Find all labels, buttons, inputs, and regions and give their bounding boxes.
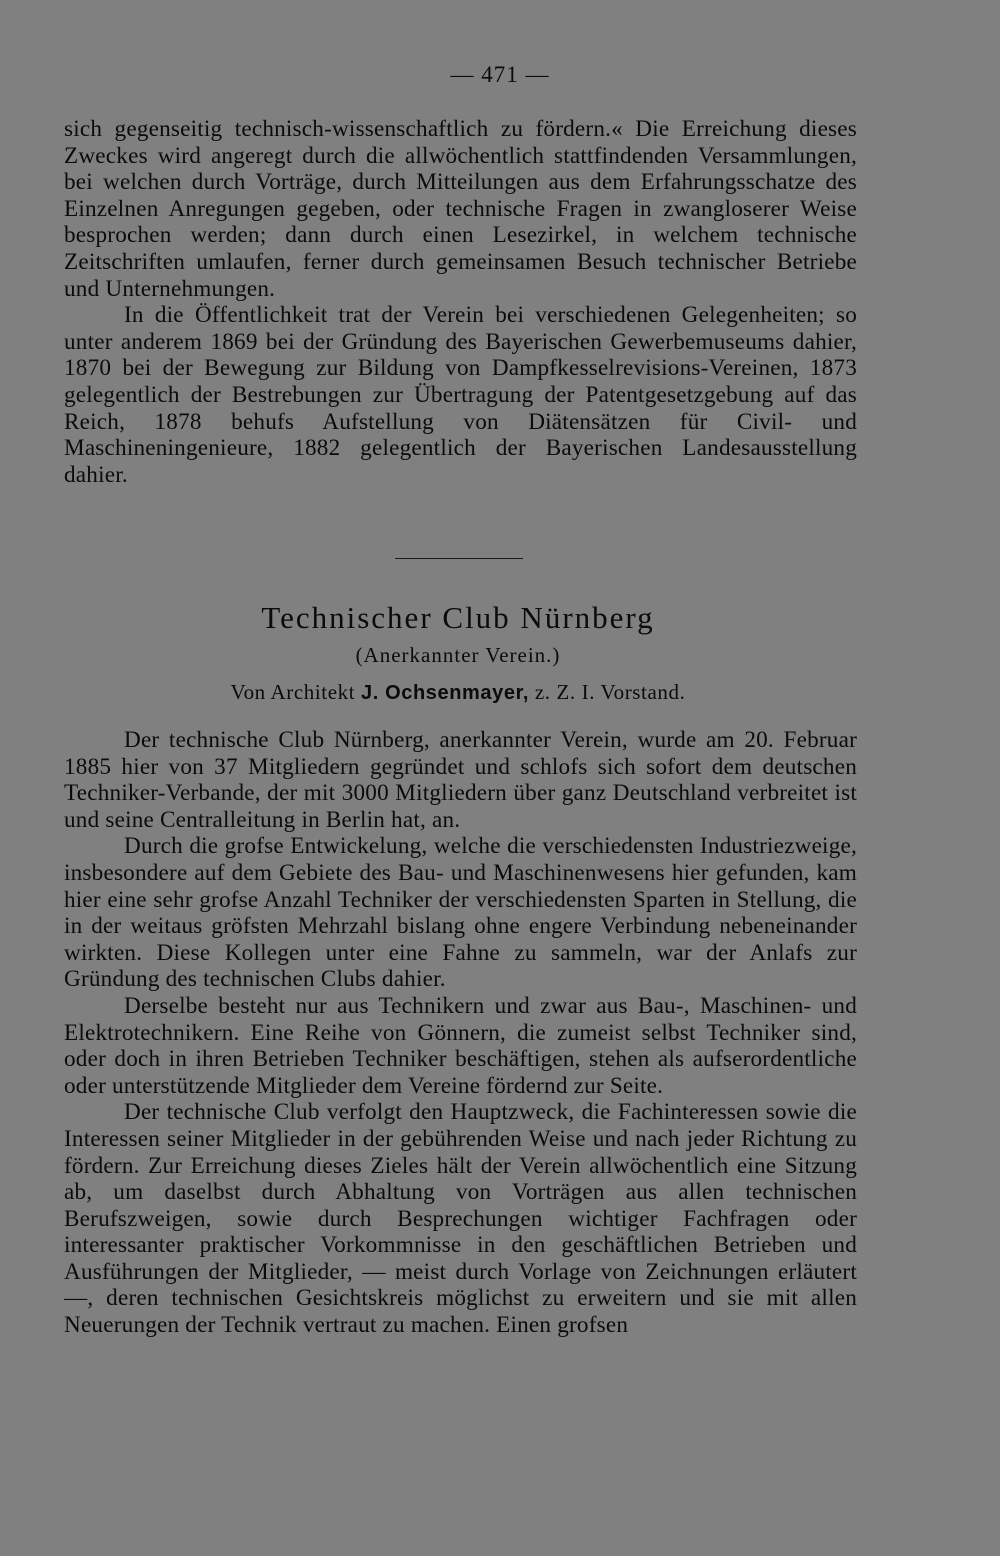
section-body: [64, 727, 857, 1339]
section-subtitle: (Anerkannter Verein.): [355, 643, 561, 667]
section-divider: [395, 558, 523, 559]
byline-suffix: z. Z. I. Vorstand.: [534, 680, 686, 704]
author-name: J. Ochsenmayer,: [361, 682, 530, 704]
author-byline: [0, 680, 916, 705]
paragraph: Derselbe besteht nur aus Technikern und zwar aus Bau-, Maschinen- und Elektrotechnikern. Eine Reihe von Gönnern, die zumeist selbst Techniker sind, oder doch in ihren Betrieben Techniker beschäftigen, stehen als aufserordentliche oder unterstützende Mitglieder dem Vereine fördernd zur Seite.: [64, 992, 857, 1099]
paragraph: Der technische Club verfolgt den Hauptzweck, die Fachinteressen sowie die Interessen seiner Mitglieder in der gebührenden Weise und nach jeder Richtung zu fördern. Zur Erreichung dieses Zieles hält der Verein allwöchentlich eine Sitzung ab, um daselbst durch Abhaltung von Vorträgen aus allen technischen Berufszweigen, sowie durch Besprechungen wichtiger Fachfragen oder interessanter praktischer Vorkommnisse in den geschäftlichen Betrieben und Ausführungen der Mitglieder, — meist durch Vorlage von Zeichnungen erläutert —, deren technischen Gesichtskreis möglichst zu erweitern und sie mit allen Neuerungen der Technik vertraut zu machen. Einen grofsen: [64, 1099, 857, 1339]
continued-text-block: [64, 116, 857, 488]
section-title: Technischer Club Nürnberg: [261, 600, 655, 635]
byline-prefix: Von Architekt: [230, 680, 356, 704]
paragraph: Durch die grofse Entwickelung, welche die verschiedensten Industriezweige, insbesondere auf dem Gebiete des Bau- und Maschinenwesens hier gefunden, kam hier eine sehr grofse Anzahl Techniker der verschiedensten Sparten in Stellung, die in der weitaus gröfsten Mehrzahl bislang ohne engere Verbindung nebeneinander wirkten. Diese Kollegen unter eine Fahne zu sammeln, war der Anlafs zur Gründung des technischen Clubs dahier.: [64, 833, 857, 993]
page-number: — 471 —: [450, 62, 550, 87]
paragraph: Der technische Club Nürnberg, anerkannter Verein, wurde am 20. Februar 1885 hier von 37 Mitgliedern gegründet und schlofs sich sofort dem deutschen Techniker-Verbande, der mit 3000 Mitgliedern über ganz Deutschland verbreitet ist und seine Centralleitung in Berlin hat, an.: [64, 727, 857, 833]
paragraph: In die Öffentlichkeit trat der Verein bei verschiedenen Gelegenheiten; so unter anderem 1869 bei der Gründung des Bayerischen Gewerbemuseums dahier, 1870 bei der Bewegung zur Bildung von Dampfkesselrevisions-Vereinen, 1873 gelegentlich der Bestrebungen zur Übertragung der Patentgesetzgebung auf das Reich, 1878 behufs Aufstellung von Diätensätzen für Civil- und Maschineningenieure, 1882 gelegentlich der Bayerischen Landesausstellung dahier.: [64, 302, 857, 488]
paragraph: sich gegenseitig technisch-wissenschaftlich zu fördern.« Die Erreichung dieses Zweckes wird angeregt durch die allwöchentlich stattfindenden Versammlungen, bei welchen durch Vorträge, durch Mitteilungen aus dem Erfahrungsschatze des Einzelnen Anregungen gegeben, oder technische Fragen in zwangloserer Weise besprochen werden; dann durch einen Lesezirkel, in welchem technische Zeitschriften umlaufen, ferner durch gemeinsamen Besuch technischer Betriebe und Unternehmungen.: [64, 116, 857, 302]
